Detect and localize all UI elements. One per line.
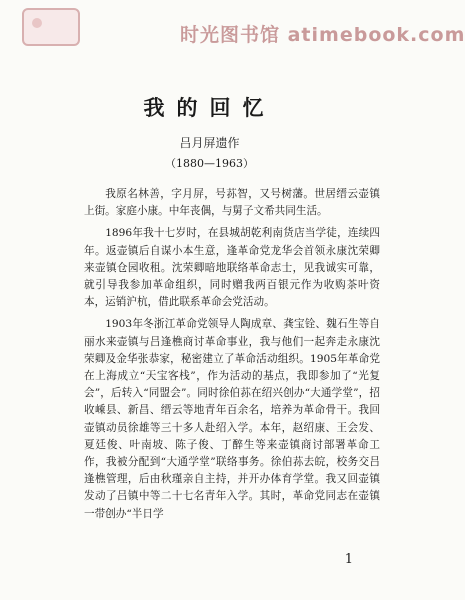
page-number: 1: [344, 552, 353, 567]
paragraph: 1896年我十七岁时，在县城胡乾利南货店当学徒，连续四年。返壶镇后自谋小本生意，逢革命党龙华会首领永康沈荣卿来壶镇仓园收租。沈荣卿暗地联络革命志士，见我诚实可靠，就引导我参加革命组织，同时赠我两百银元作为收购茶叶资本，运销沪杭，借此联系革命会党活动。: [84, 227, 380, 309]
author-line: 吕月屏遗作: [179, 136, 240, 150]
page-title: 我的回忆: [143, 95, 276, 120]
watermark-logo-icon: [22, 8, 80, 46]
lifespan-dates: （1880—1963）: [165, 157, 254, 170]
paragraph: 1903年冬浙江革命党领导人陶成章、龚宝铨、魏石生等自丽水来壶镇与吕逢樵商讨革命事业，我与他们一起奔走永康沈荣卿及金华张恭家，秘密建立了革命活动组织。1905年革命党在上海成立“天宝客栈”，作为活动的基点，我即参加了“光复会”，后转入“同盟会”。同时徐伯荪在绍兴创办“大通学堂”，招收嵊县、新昌、缙云等地青年百余名，培养为革命骨干。我回壶镇动员徐雄等三十多人赴绍入学。本年，赵绍康、王会发、夏廷俊、叶南坡、陈子俊、丁醉生等来壶镇商讨部署革命工作，我被分配到“大通学堂”联络事务。徐伯荪去皖，校务交吕逢樵管理，后由秋瑾亲自主持，并开办体育学堂。我又回壶镇发动了吕镇中等二十七名青年入学。其时，革命党同志在壶镇一带创办“半日学: [84, 318, 380, 520]
watermark-text: 时光图书馆 atimebook.com: [180, 24, 465, 46]
article-body: [84, 186, 380, 528]
paragraph: 我原名林善，字月屏，号荪智，又号树藩。世居缙云壶镇上街。家庭小康。中年丧偶，与舅子文希共同生活。: [84, 188, 380, 218]
watermark-banner: [0, 0, 465, 64]
